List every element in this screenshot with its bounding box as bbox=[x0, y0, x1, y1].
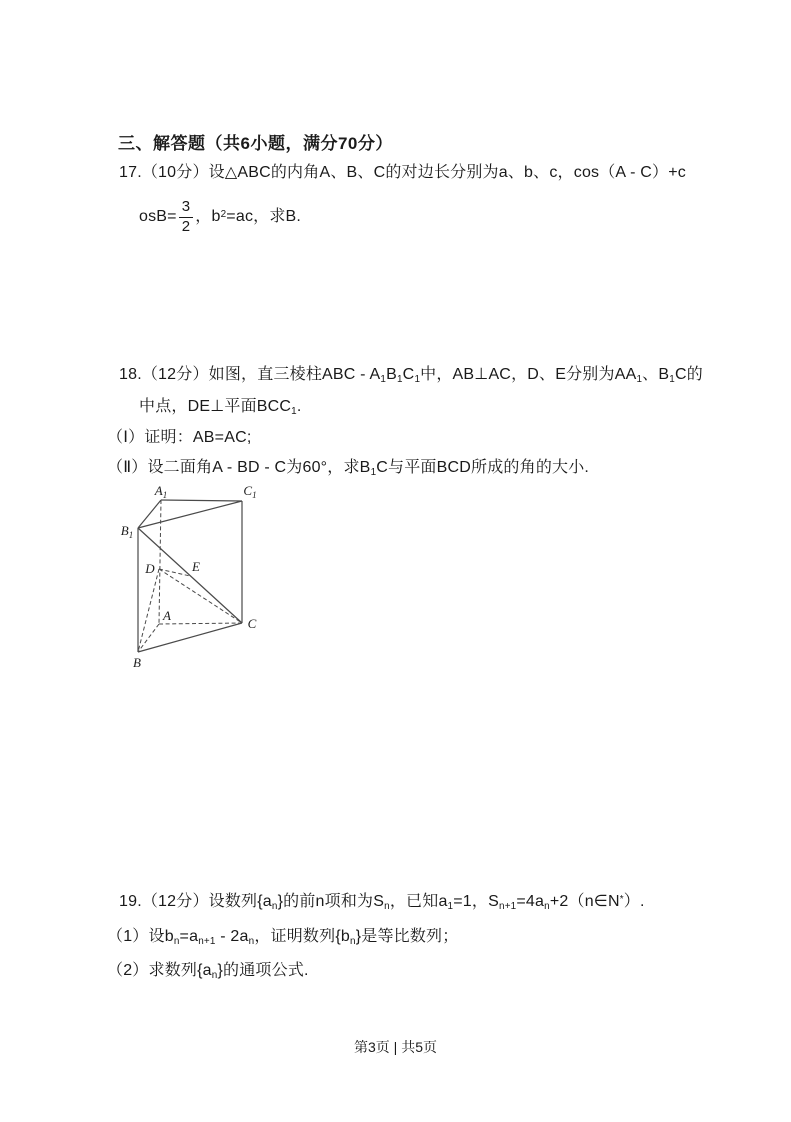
edge-a-b-dashed bbox=[138, 624, 159, 652]
fraction-denominator: 2 bbox=[181, 217, 191, 235]
vertex-label-c: C bbox=[247, 616, 257, 631]
vertex-label-b: B bbox=[133, 655, 141, 670]
q18-part2: （Ⅱ）设二面角A - BD - C为60°，求$B_1C$与平面BCD所成的角的大小. bbox=[107, 459, 590, 478]
fraction-three-halves bbox=[179, 199, 194, 235]
q17-cont-suffix: ，$b^2=ac$，求B. bbox=[195, 208, 302, 225]
vertex-label-e: E bbox=[192, 559, 200, 574]
q18-line2: 中点，DE⊥平面$BCC_1$. bbox=[139, 398, 302, 417]
edge-b-c bbox=[138, 623, 242, 652]
q19-part1: （1）设$b_n=a_{n+1} - 2a_n$，证明数列$\{b_n\}$是等比数列； bbox=[107, 928, 459, 947]
fraction-numerator: 3 bbox=[179, 199, 194, 218]
vertex-label-d: D bbox=[145, 561, 155, 576]
segment-d-c-dashed bbox=[159, 569, 242, 623]
q17-line1: 17.（10分）设△ABC的内角A、B、C的对边长分别为a、b、c，cos（A - C）+c bbox=[119, 164, 686, 181]
page-footer: 第3页 | 共5页 bbox=[354, 1039, 437, 1055]
q18-line1: 18.（12分）如图，直三棱柱ABC - $A_1B_1C_1$中，AB⊥AC，D、E分别为$AA_1$、$B_1C$的 bbox=[119, 366, 703, 385]
section-heading: 三、解答题（共6小题，满分70分） bbox=[118, 134, 393, 153]
q18-part1: （Ⅰ）证明：AB=AC; bbox=[107, 429, 252, 446]
vertex-label-a: A bbox=[163, 608, 171, 623]
prism-figure bbox=[110, 478, 275, 678]
vertex-label-b1: $B_1$ bbox=[120, 523, 134, 540]
q19-part2: （2）求数列$\{a_n\}$的通项公式. bbox=[107, 962, 309, 981]
edge-a1-b1 bbox=[138, 500, 161, 528]
edge-a1-c1 bbox=[161, 500, 242, 501]
edge-b1-c1 bbox=[138, 501, 242, 528]
segment-d-b-dashed bbox=[138, 569, 159, 652]
q17-cont-prefix: osB= bbox=[139, 208, 177, 225]
q17-line2 bbox=[139, 194, 301, 240]
q19-line1: 19.（12分）设数列$\{a_n\}$的前n项和为$S_n$，已知$a_1=1$，$S_{n+1}=4a_n+2(n\in N^*)$. bbox=[119, 893, 645, 912]
edge-a1-a-dashed bbox=[159, 500, 161, 624]
edge-a-c-dashed bbox=[159, 623, 242, 624]
segment-d-e-dashed bbox=[159, 569, 190, 576]
vertex-label-c1: $C_1$ bbox=[243, 483, 257, 500]
vertex-label-a1: $A_1$ bbox=[154, 483, 168, 500]
